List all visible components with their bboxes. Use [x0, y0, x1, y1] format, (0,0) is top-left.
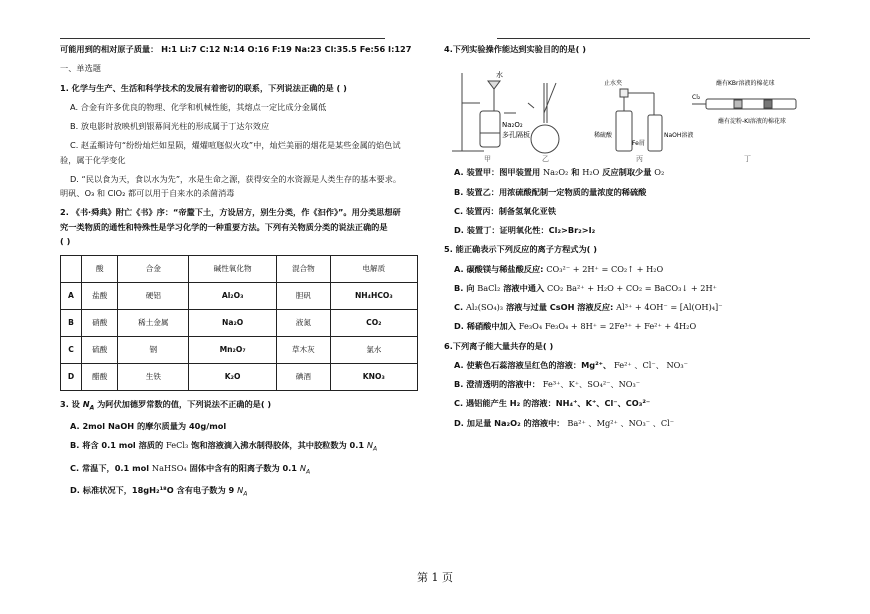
q4-option-b: B. 装置乙：用浓硫酸配制一定物质的量浓度的稀硫酸 [454, 186, 647, 197]
q1-option-a: A. 合金有许多优良的物理、化学和机械性能，其熔点一定比成分金属低 [70, 101, 327, 112]
table-cell: 硝酸 [82, 310, 118, 337]
label-ki-cotton: 蘸有淀粉-KI溶液的棉花球 [718, 118, 786, 126]
q3-stem-prefix: 3. 设 [60, 399, 80, 409]
apparatus-yi [528, 83, 559, 153]
table-row [61, 364, 418, 391]
q4-option-d: D. 装置丁：证明氧化性：Cl₂>Br₂>I₂ [454, 225, 596, 235]
table-cell: Al₂O₃ [189, 283, 277, 310]
q3-option-b: B. 将含 0.1 mol 溶质的 FeCl₃ 饱和溶液滴入沸水制得胶体，其中胶粒数为 0.1 $N_A$ [70, 440, 378, 454]
table-cell: 胆矾 [277, 283, 331, 310]
label-water: 水 [496, 71, 503, 80]
q2-stem-line3: ( ) [60, 235, 71, 246]
q6-option-b: B. 澄清透明的溶液中： Fe³⁺、K⁺、SO₄²⁻、NO₃⁻ [454, 379, 641, 389]
q3-stem [60, 399, 418, 412]
q1-option-b: B. 放电影时放映机到银幕间光柱的形成属于丁达尔效应 [70, 121, 270, 131]
apparatus-figures [444, 63, 814, 163]
nahso4-formula: NaHSO₄ [151, 462, 187, 473]
label-porous-plate: 多孔隔板 [502, 131, 530, 140]
table-header-cell: 酸 [82, 256, 118, 283]
q6-stem: 6.下列离子能大量共存的是( ) [444, 340, 554, 351]
q3-option-d: D. 标准状况下，18gH₂¹⁸O 含有电子数为 9 $N_A$ [70, 484, 248, 498]
left-header-rule [60, 38, 385, 39]
q5-stem: 5. 能正确表示下列反应的离子方程式为( ) [444, 244, 597, 255]
q4-option-a: A. 装置甲：图甲装置用 Na₂O₂ 和 H₂O 反应制取少量 O₂ [454, 167, 665, 178]
figure-label-bing: 丙 [636, 155, 643, 164]
q3-stem-suffix: 为阿伏加德罗常数的值，下列说法不正确的是( ) [97, 399, 272, 409]
q2-stem-line1: 2. 《书·舜典》附亡《书》序：“帝釐下土，方设居方，别生分类，作《汩作》”。用分类思想研 [60, 207, 401, 218]
label-naoh: NaOH溶液 [664, 132, 694, 140]
q1-option-d-line2: 明矾、O₃ 和 ClO₂ 都可以用于自来水的杀菌消毒 [60, 188, 235, 198]
apparatus-jia [452, 73, 516, 151]
table-cell: 碘酒 [277, 364, 331, 391]
avogadro-symbol: $N_A$ [82, 399, 95, 412]
q2-stem-line2: 究一类物质的通性和特殊性是学习化学的一种重要方法。下列有关物质分类的说法正确的是 [60, 221, 388, 232]
table-cell: K₂O [189, 364, 277, 391]
q1-option-c-line1: C. 赵孟頫诗句“纷纷灿烂如星陨，燿燿喧豗似火攻”中，灿烂美丽的烟花是某些金属的焰色试 [70, 140, 401, 151]
equation: CO₃²⁻ + 2H⁺ = CO₂↑ + H₂O [546, 263, 664, 274]
table-cell: B [61, 310, 82, 337]
table-row [61, 337, 418, 364]
label-fe-filings: Fe屑 [632, 140, 645, 148]
label-dilute-sulfuric: 稀硫酸 [594, 132, 613, 140]
q5-option-c: C. Al₂(SO₄)₃ 溶液与过量 CsOH 溶液反应: Al³⁺ + 4OH⁻ = [Al(OH)₄]⁻ [454, 302, 723, 312]
equation: Al³⁺ + 4OH⁻ = [Al(OH)₄]⁻ [616, 302, 723, 312]
table-cell: 草木灰 [277, 337, 331, 364]
label-cl2: Cl₂ [692, 94, 701, 102]
table-cell: CO₂ [330, 310, 417, 337]
table-cell: 钢 [118, 337, 189, 364]
table-cell: 硫酸 [82, 337, 118, 364]
table-cell: Na₂O [189, 310, 277, 337]
table-cell: C [61, 337, 82, 364]
table-cell: 醋酸 [82, 364, 118, 391]
q3-option-a: A. 2mol NaOH 的摩尔质量为 40g/mol [70, 421, 227, 432]
label-kbr-cotton: 蘸有KBr溶液的棉花球 [716, 80, 775, 88]
table-header-cell: 碱性氧化物 [189, 256, 277, 283]
atomic-masses: 可能用到的相对原子质量： H:1 Li:7 C:12 N:14 O:16 F:19 Na:23 Cl:35.5 Fe:56 I:127 [60, 44, 412, 54]
figure-label-jia: 甲 [484, 155, 491, 164]
table-cell: Mn₂O₇ [189, 337, 277, 364]
label-na2o2: Na₂O₂ [502, 121, 523, 130]
table-header-cell: 电解质 [330, 256, 417, 283]
table-header-row [61, 256, 418, 283]
table-cell: 氯水 [330, 337, 417, 364]
equation: Fe₃O₄ + 8H⁺ = 2Fe³⁺ + Fe²⁺ + 4H₂O [544, 321, 697, 332]
table-cell: NH₄HCO₃ [330, 283, 417, 310]
q1-option-d-line1: D. “民以食为天，食以水为先”，水是生命之源，获得安全的水资源是人类生存的基本要求。 [70, 173, 402, 184]
table-row [61, 310, 418, 337]
table-cell: 生铁 [118, 364, 189, 391]
figure-label-yi: 乙 [542, 155, 549, 164]
table-cell: 液氮 [277, 310, 331, 337]
q4-option-c: C. 装置丙：制备氢氧化亚铁 [454, 205, 557, 216]
fecl3-formula: FeCl₃ [166, 440, 189, 451]
table-cell: D [61, 364, 82, 391]
classification-table [60, 255, 418, 391]
left-column [60, 44, 418, 507]
table-cell: 盐酸 [82, 283, 118, 310]
equation: Ba²⁺ + H₂O + CO₂ = BaCO₃↓ + 2H⁺ [566, 282, 717, 293]
section-title: 一、单选题 [60, 63, 101, 74]
q5-option-b: B. 向 BaCl₂ 溶液中通入 CO₂ Ba²⁺ + H₂O + CO₂ = BaCO₃↓ + 2H⁺ [454, 282, 717, 293]
figure-label-ding: 丁 [744, 155, 751, 164]
table-row [61, 283, 418, 310]
table-header-cell: 合金 [118, 256, 189, 283]
q6-option-a: A. 使紫色石蕊溶液呈红色的溶液：Mg²⁺、 Fe²⁺ 、Cl⁻、 NO₃⁻ [454, 359, 688, 370]
right-header-rule [497, 38, 810, 39]
table-cell: A [61, 283, 82, 310]
table-cell: KNO₃ [330, 364, 417, 391]
q1-stem: 1. 化学与生产、生活和科学技术的发展有着密切的联系，下列说法正确的是 ( ) [60, 82, 347, 93]
page-number: 第 1 页 [417, 571, 453, 584]
table-header-cell [61, 256, 82, 283]
q1-option-c-line2: 验，属于化学变化 [60, 154, 126, 165]
table-cell: 稀土金属 [118, 310, 189, 337]
table-header-cell: 混合物 [277, 256, 331, 283]
label-clamp: 止水夹 [604, 80, 623, 88]
q3-option-c: C. 常温下，0.1 mol NaHSO₄ 固体中含有的阳离子数为 0.1 $N_A$ [70, 462, 311, 476]
q5-option-a: A. 碳酸镁与稀盐酸反应: CO₃²⁻ + 2H⁺ = CO₂↑ + H₂O [454, 263, 664, 274]
table-cell: 硬铝 [118, 283, 189, 310]
q6-option-c: C. 遇铝能产生 H₂ 的溶液：NH₄⁺、K⁺、Cl⁻、CO₃²⁻ [454, 398, 651, 409]
q6-option-d: D. 加足量 Na₂O₂ 的溶液中： Ba²⁺ 、Mg²⁺ 、NO₃⁻ 、Cl⁻ [454, 417, 675, 428]
q5-option-d: D. 稀硝酸中加入 Fe₃O₄ Fe₃O₄ + 8H⁺ = 2Fe³⁺ + Fe²⁺ + 4H₂O [454, 321, 697, 332]
apparatus-diagram [444, 63, 814, 163]
apparatus-ding [692, 99, 796, 109]
right-column [444, 44, 814, 437]
q4-stem: 4.下列实验操作能达到实验目的的是( ) [444, 44, 586, 54]
